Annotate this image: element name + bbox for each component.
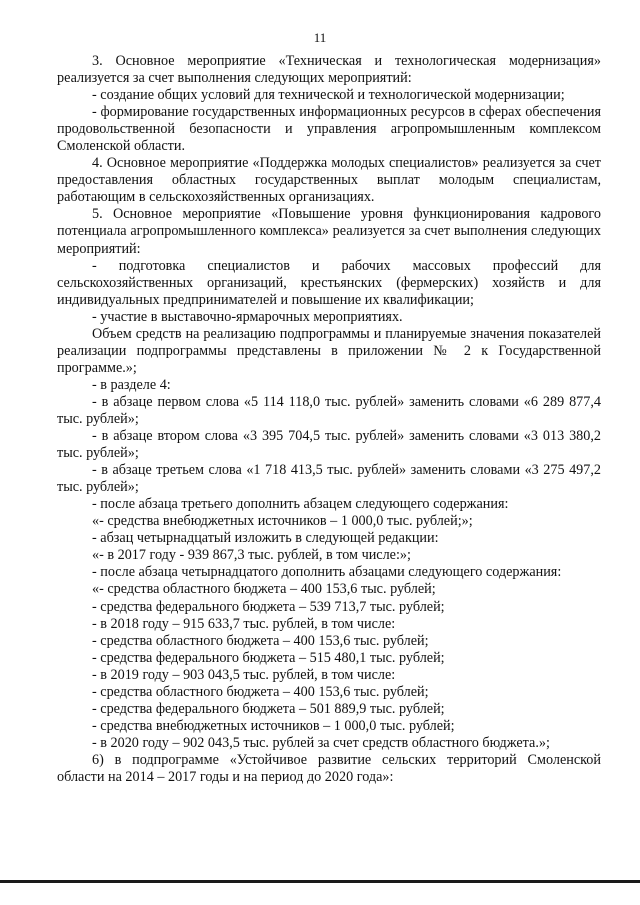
- list-item: - в абзаце втором слова «3 395 704,5 тыс. рублей» заменить словами «3 013 380,2 тыс. рублей»;: [57, 428, 601, 462]
- list-item: - в разделе 4:: [92, 376, 171, 393]
- list-item: - средства областного бюджета – 400 153,6 тыс. рублей;: [92, 683, 429, 700]
- page-number: 11: [313, 30, 327, 45]
- list-item: - средства областного бюджета – 400 153,6 тыс. рублей;: [92, 632, 429, 649]
- list-item: - участие в выставочно-ярмарочных мероприятиях.: [92, 308, 403, 325]
- list-item: - в 2018 году – 915 633,7 тыс. рублей, в том числе:: [92, 615, 396, 632]
- paragraph-subprogram-6: 6) в подпрограмме «Устойчивое развитие сельских территорий Смоленской области на 2014 – 2017 годы и на период до 2020 года»:: [57, 751, 601, 785]
- list-item: «- средства областного бюджета – 400 153,6 тыс. рублей;: [92, 581, 436, 598]
- list-item: - средства внебюджетных источников – 1 000,0 тыс. рублей;: [92, 717, 455, 734]
- list-item: «- средства внебюджетных источников – 1 000,0 тыс. рублей;»;: [92, 513, 473, 530]
- paragraph-measure-5: 5. Основное мероприятие «Повышение уровня функционирования кадрового потенциала агропромышленного комплекса» реализуется за счет выполнения следующих мероприятий:: [57, 206, 601, 257]
- scan-edge-line: [0, 880, 640, 883]
- list-item: - в абзаце третьем слова «1 718 413,5 тыс. рублей» заменить словами «3 275 497,2 тыс. рублей»;: [57, 462, 601, 496]
- list-item: - создание общих условий для технической и технологической модернизации;: [92, 87, 565, 104]
- list-item: - после абзаца четырнадцатого дополнить абзацами следующего содержания:: [92, 564, 562, 581]
- paragraph-measure-4: 4. Основное мероприятие «Поддержка молодых специалистов» реализуется за счет предоставления областных государственных выплат молодым специалистам, работающим в сельскохозяйственных организациях.: [57, 155, 601, 206]
- list-item: - абзац четырнадцатый изложить в следующей редакции:: [92, 530, 439, 547]
- list-item: - средства федерального бюджета – 539 713,7 тыс. рублей;: [92, 598, 445, 615]
- list-item: «- в 2017 году - 939 867,3 тыс. рублей, в том числе:»;: [92, 547, 411, 564]
- list-item: - формирование государственных информационных ресурсов в сферах обеспечения продовольственной безопасности и управления агропромышленным комплексом Смоленской области.: [57, 104, 601, 155]
- paragraph-measure-3: 3. Основное мероприятие «Техническая и технологическая модернизация» реализуется за счет выполнения следующих мероприятий:: [57, 53, 601, 87]
- document-body: [57, 53, 601, 786]
- list-item: - в 2019 году – 903 043,5 тыс. рублей, в том числе:: [92, 666, 396, 683]
- list-item: - подготовка специалистов и рабочих массовых профессий для сельскохозяйственных организаций, крестьянских (фермерских) хозяйств и для индивидуальных предпринимателей и повышение их квалификации;: [57, 257, 601, 308]
- list-item: - средства федерального бюджета – 501 889,9 тыс. рублей;: [92, 700, 445, 717]
- list-item: - в 2020 году – 902 043,5 тыс. рублей за счет средств областного бюджета.»;: [92, 734, 550, 751]
- list-item: - средства федерального бюджета – 515 480,1 тыс. рублей;: [92, 649, 445, 666]
- list-item: - в абзаце первом слова «5 114 118,0 тыс. рублей» заменить словами «6 289 877,4 тыс. рублей»;: [57, 393, 601, 427]
- paragraph-funding: Объем средств на реализацию подпрограммы и планируемые значения показателей реализации подпрограммы представлены в приложении № 2 к Государственной программе.»;: [57, 325, 601, 376]
- list-item: - после абзаца третьего дополнить абзацем следующего содержания:: [92, 496, 509, 513]
